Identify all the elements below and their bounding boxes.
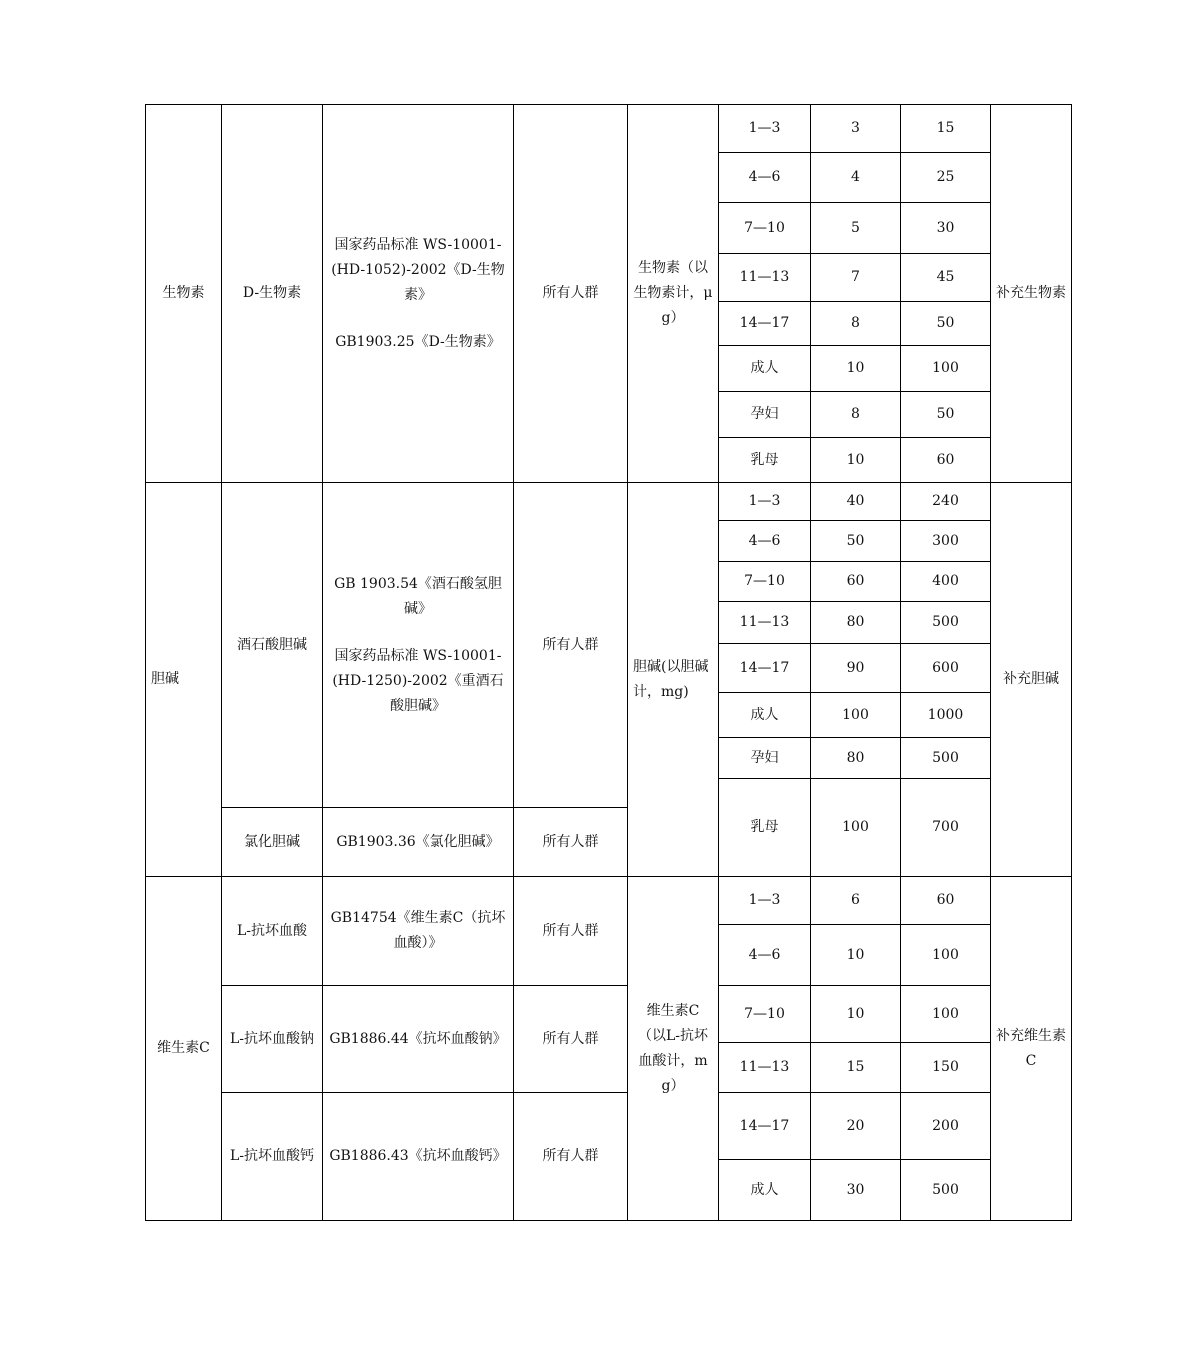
age-cell: 成人 [719,1160,811,1221]
min-cell: 100 [811,779,901,877]
standard-cell [323,877,514,986]
age-cell: 1—3 [719,105,811,153]
min-cell: 90 [811,644,901,693]
max-cell: 500 [901,1160,991,1221]
min-cell: 80 [811,738,901,779]
min-cell: 8 [811,392,901,438]
min-cell: 10 [811,346,901,392]
standard-text: GB1886.44《抗坏血酸钠》 [329,1030,507,1047]
age-cell: 11—13 [719,254,811,302]
age-cell: 7—10 [719,562,811,602]
min-cell: 15 [811,1043,901,1093]
min-cell: 10 [811,986,901,1043]
age-cell: 1—3 [719,483,811,521]
purpose-cell: 补充胆碱 [991,483,1072,877]
age-cell: 14—17 [719,1093,811,1160]
standard-cell [323,1093,514,1221]
standard-cell [323,808,514,877]
max-cell: 100 [901,986,991,1043]
population-cell: 所有人群 [514,483,628,808]
min-cell: 60 [811,562,901,602]
population-cell: 所有人群 [514,877,628,986]
age-cell: 14—17 [719,644,811,693]
min-cell: 7 [811,254,901,302]
age-cell: 14—17 [719,302,811,346]
standard-text: GB 1903.54《酒石酸氢胆碱》 [334,575,502,617]
age-cell: 7—10 [719,203,811,254]
age-cell: 4—6 [719,925,811,986]
max-cell: 240 [901,483,991,521]
max-cell: 60 [901,438,991,483]
age-cell: 孕妇 [719,392,811,438]
min-cell: 6 [811,877,901,925]
population-cell: 所有人群 [514,808,628,877]
standard-text: 国家药品标准 WS-10001-(HD-1052)-2002《D-生物素》 [331,236,505,303]
compound-name: 氯化胆碱 [222,808,323,877]
age-cell: 11—13 [719,1043,811,1093]
purpose-cell: 补充维生素C [991,877,1072,1221]
unit-cell: 维生素C（以L-抗坏血酸计，mg） [628,877,719,1221]
age-cell: 成人 [719,693,811,738]
standard-cell [323,483,514,808]
age-cell: 乳母 [719,779,811,877]
min-cell: 10 [811,438,901,483]
max-cell: 25 [901,153,991,203]
population-cell: 所有人群 [514,1093,628,1221]
max-cell: 200 [901,1093,991,1160]
max-cell: 700 [901,779,991,877]
age-cell: 11—13 [719,602,811,644]
age-cell: 4—6 [719,153,811,203]
max-cell: 1000 [901,693,991,738]
nutrient-cell: 胆碱 [146,483,222,877]
max-cell: 45 [901,254,991,302]
min-cell: 30 [811,1160,901,1221]
compound-name: D-生物素 [222,105,323,483]
max-cell: 30 [901,203,991,254]
age-cell: 孕妇 [719,738,811,779]
unit-cell: 生物素（以生物素计，μg） [628,105,719,483]
min-cell: 3 [811,105,901,153]
max-cell: 500 [901,738,991,779]
max-cell: 150 [901,1043,991,1093]
standard-text: GB1886.43《抗坏血酸钙》 [329,1148,507,1164]
min-cell: 20 [811,1093,901,1160]
max-cell: 400 [901,562,991,602]
min-cell: 10 [811,925,901,986]
standard-cell [323,105,514,483]
population-cell: 所有人群 [514,986,628,1093]
unit-cell: 胆碱(以胆碱计，mg) [628,483,719,877]
min-cell: 80 [811,602,901,644]
standard-cell [323,986,514,1093]
standard-text: 国家药品标准 WS-10001-(HD-1250)-2002《重酒石酸胆碱》 [332,647,504,714]
nutrient-table [145,104,1072,1221]
max-cell: 500 [901,602,991,644]
standard-text: GB14754《维生素C（抗坏血酸）》 [330,910,506,951]
nutrient-cell: 维生素C [146,877,222,1221]
min-cell: 50 [811,521,901,562]
nutrient-cell: 生物素 [146,105,222,483]
max-cell: 50 [901,302,991,346]
max-cell: 600 [901,644,991,693]
compound-name: L-抗坏血酸 [222,877,323,986]
min-cell: 100 [811,693,901,738]
compound-name: 酒石酸胆碱 [222,483,323,808]
min-cell: 4 [811,153,901,203]
min-cell: 5 [811,203,901,254]
max-cell: 15 [901,105,991,153]
age-cell: 乳母 [719,438,811,483]
max-cell: 300 [901,521,991,562]
age-cell: 4—6 [719,521,811,562]
compound-name: L-抗坏血酸钠 [222,986,323,1093]
standard-text: GB1903.36《氯化胆碱》 [336,833,500,850]
purpose-cell: 补充生物素 [991,105,1072,483]
min-cell: 40 [811,483,901,521]
standard-text: GB1903.25《D-生物素》 [335,333,501,350]
max-cell: 100 [901,925,991,986]
age-cell: 7—10 [719,986,811,1043]
max-cell: 50 [901,392,991,438]
compound-name: L-抗坏血酸钙 [222,1093,323,1221]
max-cell: 100 [901,346,991,392]
min-cell: 8 [811,302,901,346]
max-cell: 60 [901,877,991,925]
age-cell: 成人 [719,346,811,392]
age-cell: 1—3 [719,877,811,925]
population-cell: 所有人群 [514,105,628,483]
